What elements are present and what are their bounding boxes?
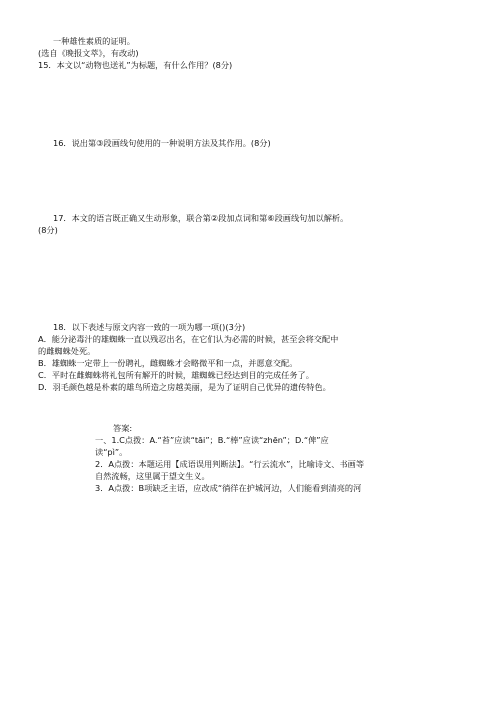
question-18-option-a: A．能分泌毒汁的雄蜘蛛一直以残忍出名，在它们认为必需的时候，甚至会将交配中	[38, 334, 339, 344]
answer-line-4: 自然流畅，这里属于望文生义。	[95, 471, 210, 481]
question-18-option-a-cont: 的雌蜘蛛处死。	[38, 346, 96, 356]
question-18-option-b: B．雄蜘蛛一定带上一份聘礼，雌蜘蛛才会略微平和一点，并愿意交配。	[38, 358, 298, 368]
question-18-option-c: C．平时在雌蜘蛛将礼包所有解开的时候，雄蜘蛛已经达到目的完成任务了。	[38, 370, 314, 380]
intro-line: 一种雄性素质的证明。	[53, 36, 135, 46]
question-17-line1: 17．本文的语言既正确又生动形象，联合第②段加点词和第⑥段画线句加以解析。	[53, 213, 349, 223]
answer-line-3: 2．A点拨：本题运用【成语误用判断法】。“行云流水”，比喻诗文、书画等	[95, 459, 365, 469]
question-15: 15．本文以“动物也送礼”为标题，有什么作用？(8分)	[38, 60, 233, 70]
question-18-stem: 18．以下表述与原文内容一致的一项为哪一项()(3分)	[53, 322, 246, 332]
question-18-option-d: D．羽毛颜色越是朴素的雄鸟所造之房越美丽，是为了证明自己优异的遗传特色。	[38, 382, 331, 392]
source-note: (选自《晚报文萃》，有改动)	[38, 48, 139, 58]
answer-line-2: 读“pì”。	[95, 447, 128, 457]
question-17-line2: (8分)	[38, 225, 58, 235]
question-16: 16．说出第③段画线句使用的一种说明方法及其作用。(8分)	[53, 138, 271, 148]
answer-line-1: 一、1.C点拨：A.“苔”应读“tāi”；B.“棒”应读“zhēn”；D.“俾”应	[95, 435, 329, 445]
answers-title: 答案:	[113, 423, 133, 433]
answer-line-5: 3．A点拨：B项缺乏主语，应改成“徜徉在护城河边，人们能看到清亮的河	[95, 483, 362, 493]
